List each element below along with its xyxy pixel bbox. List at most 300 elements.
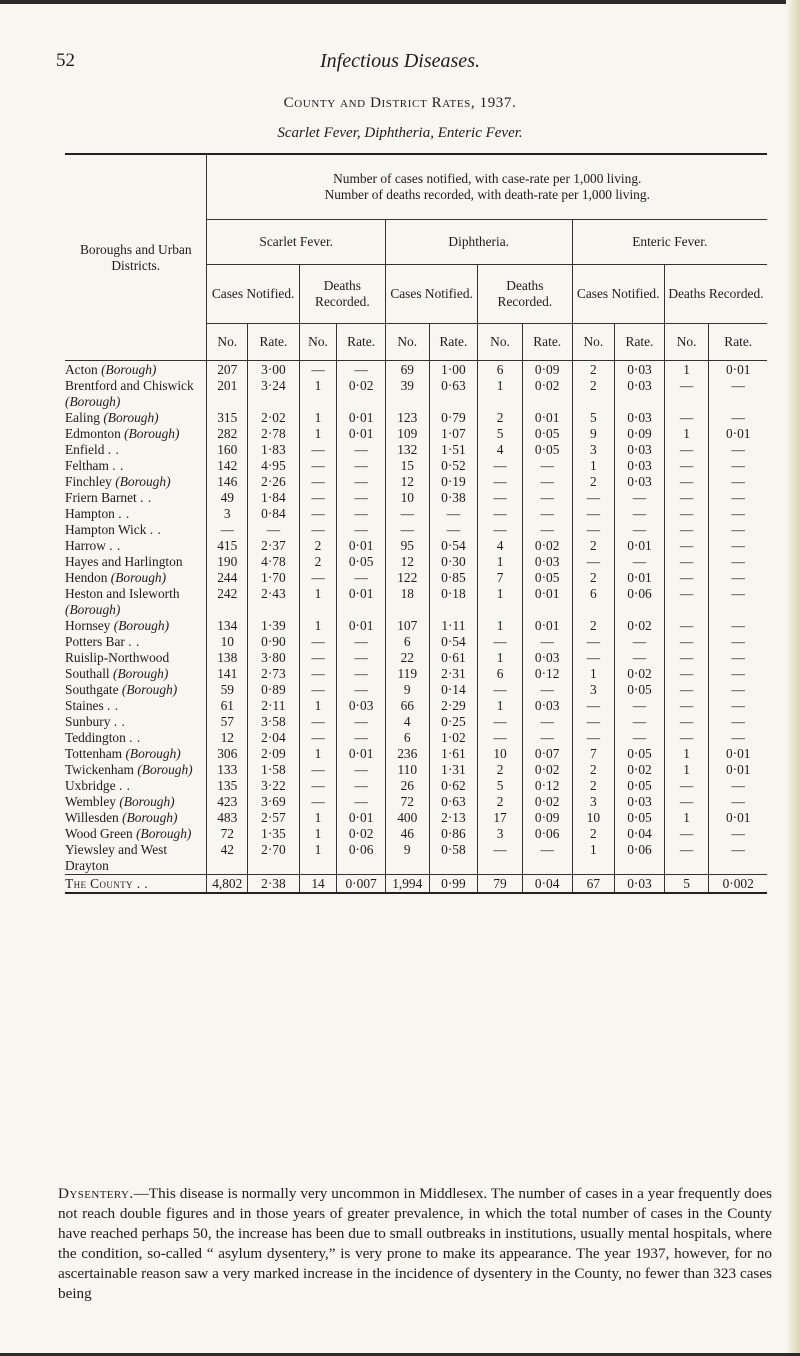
- table-cell: 0·61: [429, 650, 478, 666]
- table-cell: 0·01: [522, 410, 572, 426]
- table-cell: 1·39: [248, 618, 300, 634]
- table-cell: 9: [572, 426, 615, 442]
- table-cell: 109: [385, 426, 429, 442]
- table-cell: 201: [207, 378, 248, 410]
- table-cell: 12: [207, 730, 248, 746]
- table-cell: —: [572, 650, 615, 666]
- table-cell: 3·00: [248, 361, 300, 379]
- table-cell: 1·61: [429, 746, 478, 762]
- page-number: 52: [56, 50, 75, 71]
- header-sf-cases: Cases Notified.: [207, 265, 299, 324]
- table-cell: 2·38: [248, 875, 300, 894]
- table-cell: 1: [299, 426, 337, 442]
- table-cell: 190: [207, 554, 248, 570]
- table-cell: 123: [385, 410, 429, 426]
- table-cell: —: [299, 714, 337, 730]
- table-cell: 1·07: [429, 426, 478, 442]
- table-cell: 0·14: [429, 682, 478, 698]
- table-cell: —: [337, 634, 386, 650]
- table-cell: —: [731, 682, 745, 697]
- table-cell: —: [522, 730, 572, 746]
- table-cell: 0·03: [615, 410, 665, 426]
- paragraph-lead: Dysentery.: [58, 1185, 134, 1202]
- table-cell: 1: [299, 810, 337, 826]
- table-cell: —: [337, 666, 386, 682]
- table-cell: 3·58: [248, 714, 300, 730]
- table-cell: 0·01: [725, 362, 751, 377]
- table-cell: 2: [572, 778, 615, 794]
- table-cell: —: [337, 714, 386, 730]
- table-cell: —: [478, 474, 523, 490]
- table-cell: 0·04: [522, 875, 572, 894]
- table-cell: —: [664, 410, 709, 426]
- table-cell: 415: [207, 538, 248, 554]
- table-cell: —: [664, 522, 709, 538]
- table-cell: —: [572, 522, 615, 538]
- table-cell: 5: [664, 875, 709, 894]
- table-cell: 5: [572, 410, 615, 426]
- table-cell: 0·09: [615, 426, 665, 442]
- table-cell: —: [299, 570, 337, 586]
- table-cell: 1: [664, 361, 709, 379]
- table-cell: 1·00: [429, 361, 478, 379]
- table-cell: 14: [299, 875, 337, 894]
- table-cell: 0·03: [615, 361, 665, 379]
- table-cell: 315: [207, 410, 248, 426]
- table-cell: 4: [478, 442, 523, 458]
- table-cell: —: [664, 842, 709, 875]
- table-cell: 0·06: [615, 842, 665, 875]
- table-cell: —: [731, 698, 745, 713]
- table-cell: —: [664, 490, 709, 506]
- table-cell: —: [731, 794, 745, 809]
- table-cell: 1: [664, 810, 709, 826]
- district-name: Friern Barnet . .: [65, 490, 207, 506]
- table-cell: 0·05: [615, 810, 665, 826]
- table-cell: —: [731, 410, 745, 425]
- table-cell: 0·05: [615, 778, 665, 794]
- table-cell: 3: [478, 826, 523, 842]
- table-cell: 72: [385, 794, 429, 810]
- table-cell: 0·04: [615, 826, 665, 842]
- table-cell: —: [337, 650, 386, 666]
- table-row: [65, 458, 767, 474]
- table-cell: —: [572, 634, 615, 650]
- table-cell: 1·51: [429, 442, 478, 458]
- table-cell: 1: [572, 458, 615, 474]
- table-cell: 79: [478, 875, 523, 894]
- table-cell: —: [731, 714, 745, 729]
- district-name: Wembley (Borough): [65, 794, 207, 810]
- district-name: Ruislip-Northwood: [65, 650, 207, 666]
- district-name: Harrow . .: [65, 538, 207, 554]
- table-cell: 1: [299, 586, 337, 618]
- table-cell: 0·07: [522, 746, 572, 762]
- table-cell: —: [299, 666, 337, 682]
- table-cell: 2·02: [248, 410, 300, 426]
- page-edge-shadow: [786, 0, 800, 1356]
- total-name: The County . .: [65, 875, 207, 894]
- table-cell: 0·25: [429, 714, 478, 730]
- col-rate: Rate.: [337, 324, 386, 361]
- table-cell: 4·95: [248, 458, 300, 474]
- table-cell: 1: [478, 650, 523, 666]
- table-cell: —: [299, 442, 337, 458]
- table-cell: 3·80: [248, 650, 300, 666]
- table-cell: 10: [385, 490, 429, 506]
- district-name: Wood Green (Borough): [65, 826, 207, 842]
- table-cell: 0·01: [725, 810, 751, 825]
- district-name: Edmonton (Borough): [65, 426, 207, 442]
- table-cell: 0·01: [615, 570, 665, 586]
- table-cell: 3·22: [248, 778, 300, 794]
- table-cell: —: [478, 634, 523, 650]
- table-cell: —: [731, 474, 745, 489]
- table-cell: —: [337, 458, 386, 474]
- table-cell: 0·05: [337, 554, 386, 570]
- table-cell: —: [664, 698, 709, 714]
- table-cell: 2·04: [248, 730, 300, 746]
- table-cell: 4: [385, 714, 429, 730]
- table-cell: 7: [572, 746, 615, 762]
- table-cell: 0·01: [337, 618, 386, 634]
- col-rate: Rate.: [522, 324, 572, 361]
- table-cell: 5: [478, 778, 523, 794]
- col-no: No.: [385, 324, 429, 361]
- table-cell: —: [478, 842, 523, 875]
- table-cell: —: [478, 458, 523, 474]
- table-cell: 0·12: [522, 778, 572, 794]
- table-cell: 9: [385, 682, 429, 698]
- table-cell: —: [664, 554, 709, 570]
- table-cell: 0·54: [429, 538, 478, 554]
- district-name: Uxbridge . .: [65, 778, 207, 794]
- district-name: Enfield . .: [65, 442, 207, 458]
- table-cell: —: [299, 506, 337, 522]
- rates-table: [65, 153, 767, 894]
- table-cell: 0·79: [429, 410, 478, 426]
- table-cell: 1: [478, 586, 523, 618]
- col-rate: Rate.: [429, 324, 478, 361]
- table-cell: 2·70: [248, 842, 300, 875]
- district-name: Hampton . .: [65, 506, 207, 522]
- table-row: [65, 714, 767, 730]
- table-cell: 3: [572, 794, 615, 810]
- table-cell: 0·01: [337, 410, 386, 426]
- district-name: Hampton Wick . .: [65, 522, 207, 538]
- table-row: [65, 586, 767, 618]
- table-cell: 0·99: [429, 875, 478, 894]
- table-row: [65, 522, 767, 538]
- table-cell: —: [572, 714, 615, 730]
- table-cell: —: [664, 634, 709, 650]
- table-cell: —: [522, 474, 572, 490]
- table-row: [65, 746, 767, 762]
- table-cell: 0·03: [337, 698, 386, 714]
- table-cell: 0·18: [429, 586, 478, 618]
- table-row: [65, 778, 767, 794]
- table-cell: 2: [572, 474, 615, 490]
- col-no: No.: [478, 324, 523, 361]
- table-cell: 1: [572, 666, 615, 682]
- table-row: [65, 762, 767, 778]
- table-cell: 0·02: [615, 762, 665, 778]
- table-cell: 110: [385, 762, 429, 778]
- table-cell: 0·03: [615, 474, 665, 490]
- table-cell: 9: [385, 842, 429, 875]
- header-dip-deaths: Deaths Recorded.: [478, 265, 572, 324]
- table-cell: 0·05: [615, 682, 665, 698]
- table-cell: 0·01: [522, 618, 572, 634]
- table-cell: 1: [299, 618, 337, 634]
- table-cell: —: [664, 666, 709, 682]
- table-cell: 1·02: [429, 730, 478, 746]
- table-cell: 2: [478, 410, 523, 426]
- table-cell: 0·03: [615, 442, 665, 458]
- table-cell: 483: [207, 810, 248, 826]
- table-cell: 0·03: [615, 458, 665, 474]
- table-cell: 3: [572, 682, 615, 698]
- table-cell: —: [337, 442, 386, 458]
- table-cell: 0·12: [522, 666, 572, 682]
- table-cell: —: [731, 378, 745, 393]
- header-dip-cases: Cases Notified.: [385, 265, 477, 324]
- table-cell: 0·01: [337, 746, 386, 762]
- table-cell: —: [731, 778, 745, 793]
- table-cell: 1: [299, 842, 337, 875]
- table-cell: 1: [299, 826, 337, 842]
- table-cell: 0·02: [337, 378, 386, 410]
- table-cell: —: [337, 794, 386, 810]
- table-cell: 3·24: [248, 378, 300, 410]
- district-name: Finchley (Borough): [65, 474, 207, 490]
- table-cell: 0·06: [337, 842, 386, 875]
- table-cell: —: [731, 522, 745, 537]
- table-cell: 6: [385, 634, 429, 650]
- table-cell: 49: [207, 490, 248, 506]
- table-cell: 242: [207, 586, 248, 618]
- table-cell: 0·63: [429, 794, 478, 810]
- table-cell: 2·29: [429, 698, 478, 714]
- table-cell: 6: [478, 666, 523, 682]
- col-no: No.: [207, 324, 248, 361]
- table-cell: 0·007: [337, 875, 386, 894]
- table-row: [65, 442, 767, 458]
- table-cell: —: [615, 522, 665, 538]
- table-cell: 146: [207, 474, 248, 490]
- table-cell: —: [664, 794, 709, 810]
- table-cell: 10: [207, 634, 248, 650]
- table-cell: —: [731, 506, 745, 521]
- table-cell: —: [615, 698, 665, 714]
- table-row: [65, 730, 767, 746]
- table-row: [65, 506, 767, 522]
- district-name: Tottenham (Borough): [65, 746, 207, 762]
- district-name: Hendon (Borough): [65, 570, 207, 586]
- table-cell: 2: [572, 538, 615, 554]
- table-cell: —: [731, 490, 745, 505]
- table-cell: 2: [572, 762, 615, 778]
- table-cell: —: [615, 490, 665, 506]
- table-cell: 2·57: [248, 810, 300, 826]
- table-cell: 3·69: [248, 794, 300, 810]
- table-row: [65, 810, 767, 826]
- table-cell: 1·11: [429, 618, 478, 634]
- table-row: [65, 666, 767, 682]
- district-name: Willesden (Borough): [65, 810, 207, 826]
- table-cell: 22: [385, 650, 429, 666]
- table-cell: —: [664, 682, 709, 698]
- table-cell: —: [478, 730, 523, 746]
- table-cell: 10: [478, 746, 523, 762]
- table-cell: —: [337, 522, 386, 538]
- table-cell: 0·01: [337, 426, 386, 442]
- district-name: Brentford and Chiswick (Borough): [65, 378, 207, 410]
- total-row: [65, 875, 767, 894]
- running-head: Infectious Diseases.: [320, 50, 480, 72]
- table-cell: 0·03: [522, 554, 572, 570]
- table-cell: 400: [385, 810, 429, 826]
- table-cell: 133: [207, 762, 248, 778]
- col-rate: Rate.: [248, 324, 300, 361]
- table-cell: —: [522, 490, 572, 506]
- table-cell: —: [299, 650, 337, 666]
- table-cell: 0·58: [429, 842, 478, 875]
- header-ent-cases: Cases Notified.: [572, 265, 664, 324]
- table-cell: 2·37: [248, 538, 300, 554]
- table-cell: 0·02: [337, 826, 386, 842]
- header-enteric-fever: Enteric Fever.: [572, 220, 767, 265]
- table-cell: 0·01: [522, 586, 572, 618]
- table-cell: 6: [478, 361, 523, 379]
- table-cell: —: [615, 650, 665, 666]
- table-cell: 0·54: [429, 634, 478, 650]
- district-column-header: Boroughs and Urban Districts.: [65, 154, 207, 361]
- table-cell: —: [522, 714, 572, 730]
- table-cell: 2: [299, 554, 337, 570]
- table-row: [65, 842, 767, 875]
- table-cell: 12: [385, 554, 429, 570]
- district-name: Potters Bar . .: [65, 634, 207, 650]
- table-cell: 10: [572, 810, 615, 826]
- district-name: Teddington . .: [65, 730, 207, 746]
- table-note: Number of cases notified, with case-rate per 1,000 living. Number of deaths recorded, with death-rate per 1,000 living.: [207, 154, 767, 220]
- table-cell: 135: [207, 778, 248, 794]
- table-cell: —: [731, 570, 745, 585]
- table-cell: 0·01: [725, 746, 751, 761]
- table-cell: —: [731, 458, 745, 473]
- table-cell: 61: [207, 698, 248, 714]
- page-subtitle: Scarlet Fever, Diphtheria, Enteric Fever.: [277, 125, 523, 141]
- table-cell: 0·02: [522, 378, 572, 410]
- col-no: No.: [664, 324, 709, 361]
- table-cell: 2·26: [248, 474, 300, 490]
- table-row: [65, 650, 767, 666]
- table-cell: 0·05: [522, 442, 572, 458]
- table-cell: 2: [572, 570, 615, 586]
- district-name: Heston and Isleworth (Borough): [65, 586, 207, 618]
- table-cell: 1: [478, 554, 523, 570]
- table-cell: 0·02: [615, 618, 665, 634]
- table-cell: 236: [385, 746, 429, 762]
- table-cell: 0·52: [429, 458, 478, 474]
- table-cell: 1·31: [429, 762, 478, 778]
- table-cell: —: [664, 778, 709, 794]
- table-cell: 0·84: [248, 506, 300, 522]
- table-cell: —: [299, 490, 337, 506]
- table-cell: —: [337, 570, 386, 586]
- table-cell: —: [522, 682, 572, 698]
- table-cell: 57: [207, 714, 248, 730]
- table-cell: 3: [207, 506, 248, 522]
- table-cell: 39: [385, 378, 429, 410]
- table-row: [65, 570, 767, 586]
- table-cell: —: [337, 778, 386, 794]
- table-cell: —: [299, 522, 337, 538]
- table-cell: —: [337, 506, 386, 522]
- table-cell: 0·62: [429, 778, 478, 794]
- table-cell: —: [337, 361, 386, 379]
- table-cell: 1: [664, 426, 709, 442]
- table-cell: —: [615, 730, 665, 746]
- table-cell: —: [572, 506, 615, 522]
- table-cell: —: [731, 634, 745, 649]
- table-cell: —: [664, 650, 709, 666]
- table-cell: —: [615, 554, 665, 570]
- district-name: Southall (Borough): [65, 666, 207, 682]
- table-cell: 0·63: [429, 378, 478, 410]
- table-cell: —: [299, 458, 337, 474]
- table-cell: 2: [572, 618, 615, 634]
- table-cell: 244: [207, 570, 248, 586]
- table-row: [65, 682, 767, 698]
- table-cell: 0·85: [429, 570, 478, 586]
- table-cell: —: [664, 474, 709, 490]
- table-cell: 138: [207, 650, 248, 666]
- table-cell: 18: [385, 586, 429, 618]
- table-cell: 59: [207, 682, 248, 698]
- table-cell: 142: [207, 458, 248, 474]
- table-cell: 0·86: [429, 826, 478, 842]
- table-cell: 1·70: [248, 570, 300, 586]
- table-row: [65, 826, 767, 842]
- district-name: Sunbury . .: [65, 714, 207, 730]
- table-cell: 5: [478, 426, 523, 442]
- table-cell: 0·05: [522, 426, 572, 442]
- col-rate: Rate.: [615, 324, 665, 361]
- table-cell: —: [664, 586, 709, 618]
- table-cell: 0·03: [522, 698, 572, 714]
- table-cell: —: [478, 714, 523, 730]
- district-name: Hayes and Harlington: [65, 554, 207, 570]
- table-cell: 141: [207, 666, 248, 682]
- table-row: [65, 698, 767, 714]
- table-cell: —: [522, 842, 572, 875]
- table-cell: 72: [207, 826, 248, 842]
- col-no: No.: [572, 324, 615, 361]
- header-scarlet-fever: Scarlet Fever.: [207, 220, 385, 265]
- table-cell: —: [478, 506, 523, 522]
- table-cell: 6: [385, 730, 429, 746]
- district-name: Ealing (Borough): [65, 410, 207, 426]
- table-cell: —: [572, 554, 615, 570]
- table-cell: —: [664, 458, 709, 474]
- table-cell: 67: [572, 875, 615, 894]
- table-cell: 122: [385, 570, 429, 586]
- table-cell: 0·90: [248, 634, 300, 650]
- table-cell: 2: [572, 378, 615, 410]
- table-cell: —: [429, 506, 478, 522]
